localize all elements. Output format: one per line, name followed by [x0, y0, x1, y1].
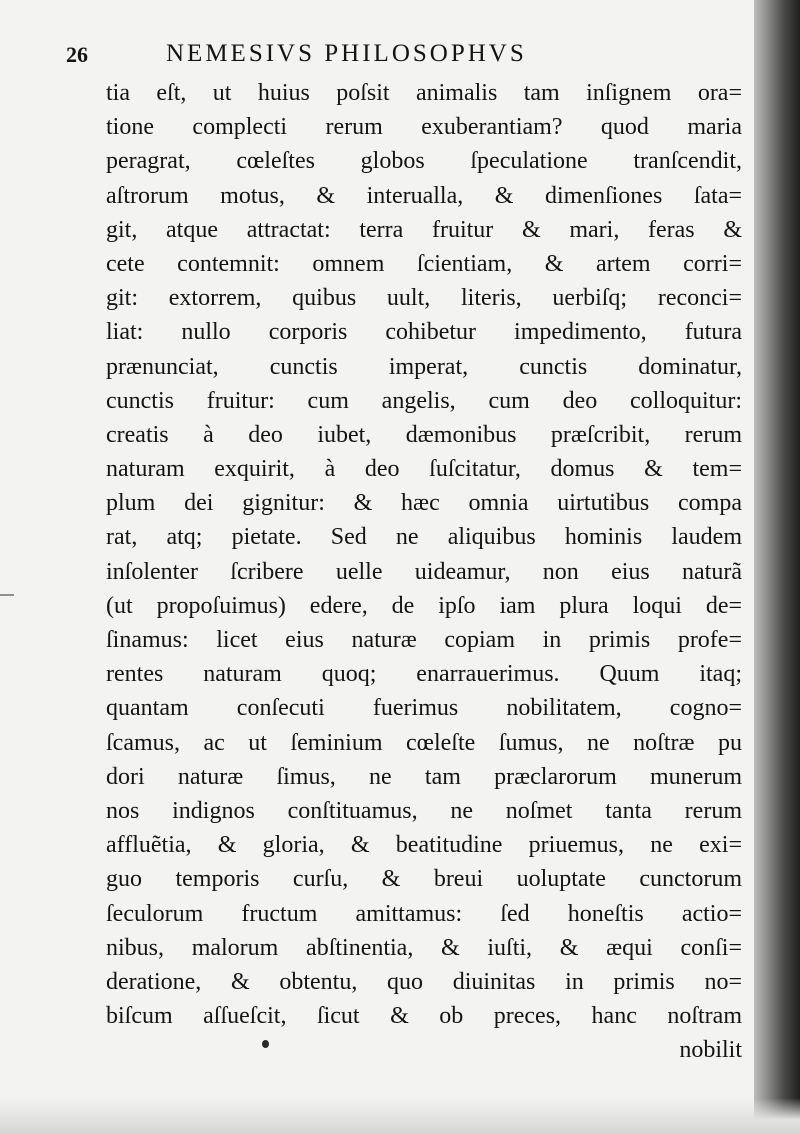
- text-line: ſeculorum fructum amittamus: ſed honeſtis actio=: [106, 900, 742, 927]
- text-line: deratione, & obtentu, quo diuinitas in primis no=: [106, 968, 742, 995]
- text-line: peragrat, cœleſtes globos ſpeculatione tranſcendit,: [106, 148, 742, 175]
- page-number: 26: [66, 42, 88, 67]
- text-line: plum dei gignitur: & hæc omnia uirtutibus compa: [106, 490, 742, 517]
- running-title: NEMESIVS PHILOSOPHVS: [166, 40, 527, 67]
- text-line: ſcamus, ac ut ſeminium cœleſte ſumus, ne noſtræ pu: [106, 729, 742, 756]
- text-line: rat, atq; pietate. Sed ne aliquibus hominis laudem: [106, 524, 742, 551]
- text-line: cete contemnit: omnem ſcientiam, & artem corri=: [106, 250, 742, 277]
- text-line: liat: nullo corporis cohibetur impedimento, futura: [106, 319, 742, 346]
- text-line: tia eſt, ut huius poſsit animalis tam inſignem ora=: [106, 80, 742, 106]
- text-line: (ut propoſuimus) edere, de ipſo iam plura loqui de=: [106, 592, 742, 619]
- page-edge-shadow: [754, 0, 800, 1134]
- margin-mark: [0, 594, 14, 596]
- running-head: [66, 40, 706, 72]
- text-line: git, atque attractat: terra fruitur & mari, feras &: [106, 216, 742, 243]
- text-line: guo temporis curſu, & breui uoluptate cunctorum: [106, 866, 742, 893]
- text-line: git: extorrem, quibus uult, literis, uerbiſq; reconci=: [106, 285, 742, 312]
- text-line: rentes naturam quoq; enarrauerimus. Quum itaq;: [106, 661, 742, 688]
- text-line: tione complecti rerum exuberantiam? quod maria: [106, 114, 742, 141]
- text-line: cunctis fruitur: cum angelis, cum deo colloquitur:: [106, 387, 742, 414]
- text-line: prænunciat, cunctis imperat, cunctis dominatur,: [106, 353, 742, 380]
- text-line: inſolenter ſcribere uelle uideamur, non eius naturã: [106, 558, 742, 585]
- text-line: quantam conſecuti fuerimus nobilitatem, cogno=: [106, 695, 742, 722]
- ink-spot: [262, 1040, 269, 1048]
- text-line: affluẽtia, & gloria, & beatitudine priuemus, ne exi=: [106, 832, 742, 859]
- page-bottom-shade: [0, 1098, 800, 1134]
- text-line: creatis à deo iubet, dæmonibus præſcribit, rerum: [106, 421, 742, 448]
- body-text: [106, 76, 742, 1067]
- text-line: biſcum aſſueſcit, ſicut & ob preces, hanc noſtram: [106, 1003, 742, 1030]
- text-line: naturam exquirit, à deo ſuſcitatur, domus & tem=: [106, 456, 742, 483]
- text-line: nibus, malorum abſtinentia, & iuſti, & æqui conſi=: [106, 934, 742, 961]
- text-line: nos indignos conſtituamus, ne noſmet tanta rerum: [106, 797, 742, 824]
- catchword: nobilit: [679, 1037, 742, 1064]
- text-line: aſtrorum motus, & interualla, & dimenſiones ſata=: [106, 182, 742, 209]
- text-line: dori naturæ ſimus, ne tam præclarorum munerum: [106, 763, 742, 790]
- text-line: ſinamus: licet eius naturæ copiam in primis profe=: [106, 627, 742, 653]
